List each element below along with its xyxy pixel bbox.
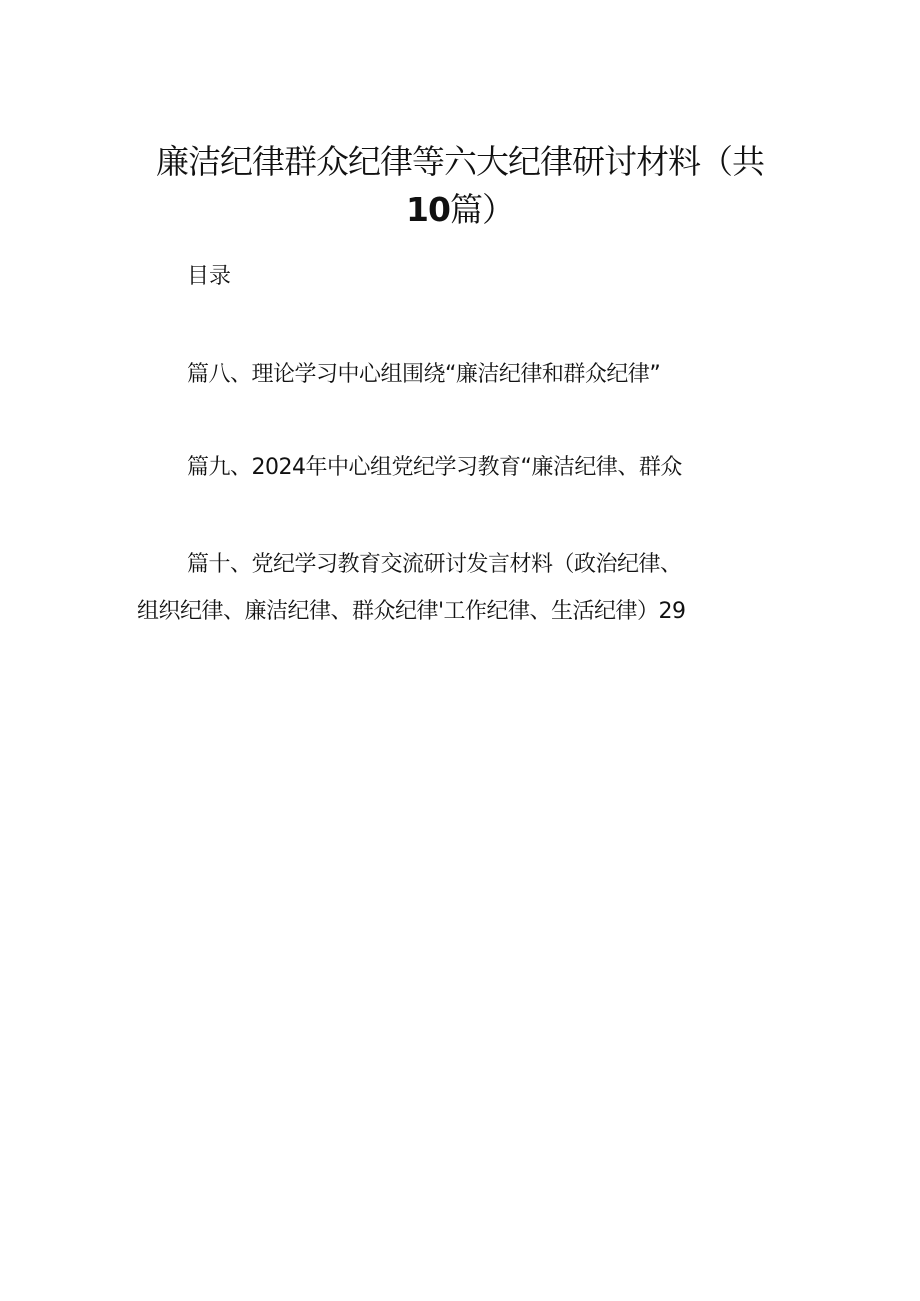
document-title-count: 10 [406,190,450,229]
document-title-suffix: 篇） [449,190,514,229]
toc-entry-10-line-1[interactable]: 篇十、党纪学习教育交流研讨发言材料（政治纪律、 [187,552,682,577]
toc-entry-8[interactable]: 篇八、理论学习中心组围绕“廉洁纪律和群众纪律” [187,362,661,387]
document-title-line-1: 廉洁纪律群众纪律等六大纪律研讨材料（共 [156,142,764,181]
toc-entry-9[interactable]: 篇九、2024年中心组党纪学习教育“廉洁纪律、群众 [187,455,682,480]
document-title-line-2 [130,188,790,232]
toc-entry-10-line-2[interactable]: 组织纪律、廉洁纪律、群众纪律'工作纪律、生活纪律）29 [137,599,686,624]
toc-heading: 目录 [187,264,232,289]
